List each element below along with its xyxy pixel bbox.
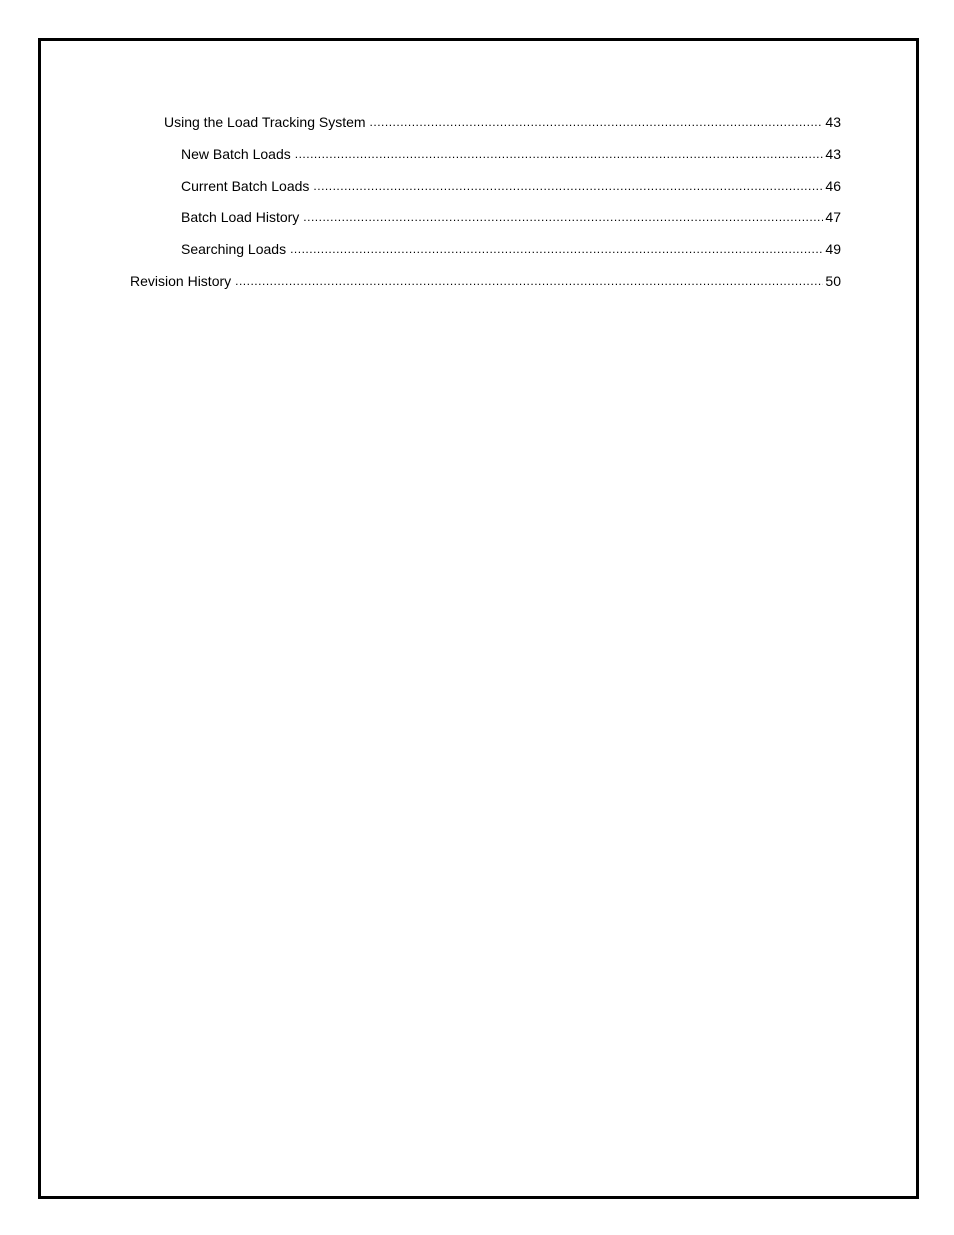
toc-dot-leader xyxy=(290,239,823,259)
toc-entry-page-number: 43 xyxy=(825,146,841,162)
toc-dot-leader xyxy=(295,144,824,164)
toc-entry-title: Revision History xyxy=(130,273,232,289)
toc-entry-title: Batch Load History xyxy=(181,209,300,225)
toc-entry-batch-load-history[interactable] xyxy=(181,207,841,227)
toc-entry-title: Using the Load Tracking System xyxy=(164,114,366,130)
toc-entry-current-batch-loads[interactable] xyxy=(181,176,841,196)
toc-entry-page-number: 46 xyxy=(825,178,841,194)
toc-entry-searching-loads[interactable] xyxy=(181,239,841,259)
toc-entry-new-batch-loads[interactable] xyxy=(181,144,841,164)
toc-entry-title: Searching Loads xyxy=(181,241,287,257)
toc-entry-revision-history[interactable] xyxy=(130,271,841,291)
toc-dot-leader xyxy=(313,176,823,196)
toc-entry-title: New Batch Loads xyxy=(181,146,291,162)
toc-dot-leader xyxy=(235,271,823,291)
toc-entry-page-number: 47 xyxy=(825,209,841,225)
toc-dot-leader xyxy=(370,112,824,132)
toc-entry-page-number: 49 xyxy=(825,241,841,257)
toc-entry-using-load-tracking-system[interactable] xyxy=(164,112,841,132)
toc-entry-page-number: 50 xyxy=(825,273,841,289)
toc-dot-leader xyxy=(303,207,823,227)
toc-entry-title: Current Batch Loads xyxy=(181,178,310,194)
toc-entry-page-number: 43 xyxy=(825,114,841,130)
